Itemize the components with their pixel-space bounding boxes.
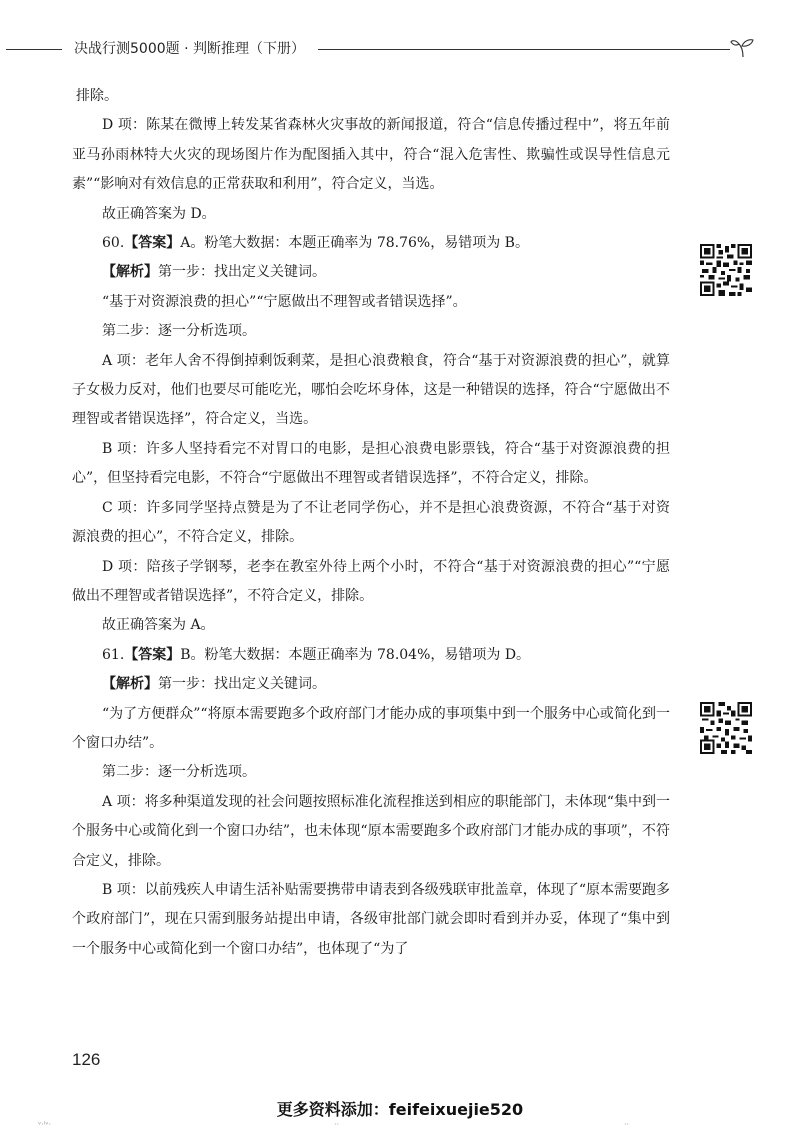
page-body (72, 82, 670, 964)
analysis-line (72, 670, 670, 699)
paragraph: 第二步：逐一分析选项。 (102, 323, 256, 340)
analysis-text: 第一步：找出定义关键词。 (158, 676, 326, 693)
footer-contact: 更多资料添加：feifeixuejie520 (276, 1100, 524, 1119)
paragraph: A 项：将多种渠道发现的社会问题按照标准化流程推送到相应的职能部门，未体现“集中到一个服务中心或简化到一个窗口办结”，也未体现“原本需要跑多个政府部门才能办成的事项”，不符合定义，排除。 (72, 793, 670, 869)
paragraph: 第二步：逐一分析选项。 (102, 764, 256, 781)
qr-code-icon[interactable] (700, 702, 752, 754)
paragraph: 故正确答案为 D。 (102, 205, 216, 222)
paragraph: D 项：陈某在微博上转发某省森林火灾事故的新闻报道，符合“信息传播过程中”，将五年前亚马孙雨林特大火灾的现场图片作为配图插入其中，符合“混入危害性、欺骗性或误导性信息元素”“影响对有效信息的正常获取和利用”，符合定义，当选。 (72, 117, 670, 193)
sprout-icon (730, 36, 756, 58)
analysis-label: 【解析】 (102, 676, 158, 693)
paragraph: B 项：许多人坚持看完不对胃口的电影，是担心浪费电影票钱，符合“基于对资源浪费的担心”，但坚持看完电影，不符合“宁愿做出不理智或者错误选择”，不符合定义，排除。 (72, 440, 670, 487)
paragraph: 故正确答案为 A。 (102, 617, 215, 634)
paragraph: B 项：以前残疾人申请生活补贴需要携带申请表到各级残联审批盖章，体现了“原本需要跑多个政府部门”，现在只需到服务站提出申请，各级审批部门就会即时看到并办妥，体现了“集中到一个服务中心或简化到一个窗口办结”，也体现了“为了 (72, 881, 670, 957)
scan-mark: ·· (334, 1120, 340, 1129)
paragraph: C 项：许多同学坚持点赞是为了不让老同学伤心，并不是担心浪费资源，不符合“基于对资源浪费的担心”，不符合定义，排除。 (72, 499, 670, 546)
qr-code-icon[interactable] (700, 244, 752, 296)
paragraph: “基于对资源浪费的担心”“宁愿做出不理智或者错误选择”。 (102, 293, 467, 310)
answer-text: A。粉笔大数据：本题正确率为 78.76%，易错项为 B。 (180, 235, 529, 252)
scan-mark: ᵛ·ˡᵛ· (38, 1120, 52, 1129)
header-rule-right (318, 49, 730, 50)
analysis-text: 第一步：找出定义关键词。 (158, 264, 326, 281)
analysis-label: 【解析】 (102, 264, 158, 281)
question-61-answer (72, 641, 670, 670)
answer-label: 【答案】 (124, 235, 181, 252)
paragraph: A 项：老年人舍不得倒掉剩饭剩菜，是担心浪费粮食，符合“基于对资源浪费的担心”，就算子女极力反对，他们也要尽可能吃光，哪怕会吃坏身体，这是一种错误的选择，符合“宁愿做出不理智或者错误选择”，符合定义，当选。 (72, 352, 670, 428)
analysis-line (72, 258, 670, 287)
page-header (0, 36, 800, 60)
question-60-answer (72, 229, 670, 258)
header-title: 决战行测5000题 · 判断推理（下册） (74, 41, 305, 57)
answer-text: B。粉笔大数据：本题正确率为 78.04%，易错项为 D。 (180, 646, 531, 663)
paragraph: D 项：陪孩子学钢琴，老李在教室外待上两个小时，不符合“基于对资源浪费的担心”“宁愿做出不理智或者错误选择”，不符合定义，排除。 (72, 558, 670, 604)
paragraph: “为了方便群众”“将原本需要跑多个政府部门才能办成的事项集中到一个服务中心或简化到一个窗口办结”。 (72, 705, 670, 751)
question-number: 60. (102, 235, 125, 252)
scan-mark: ·· (624, 1120, 630, 1129)
question-number: 61. (102, 646, 125, 663)
header-rule-left (6, 49, 62, 50)
paragraph: 排除。 (76, 88, 118, 104)
answer-label: 【答案】 (124, 646, 181, 663)
page-number: 126 (72, 1050, 101, 1069)
